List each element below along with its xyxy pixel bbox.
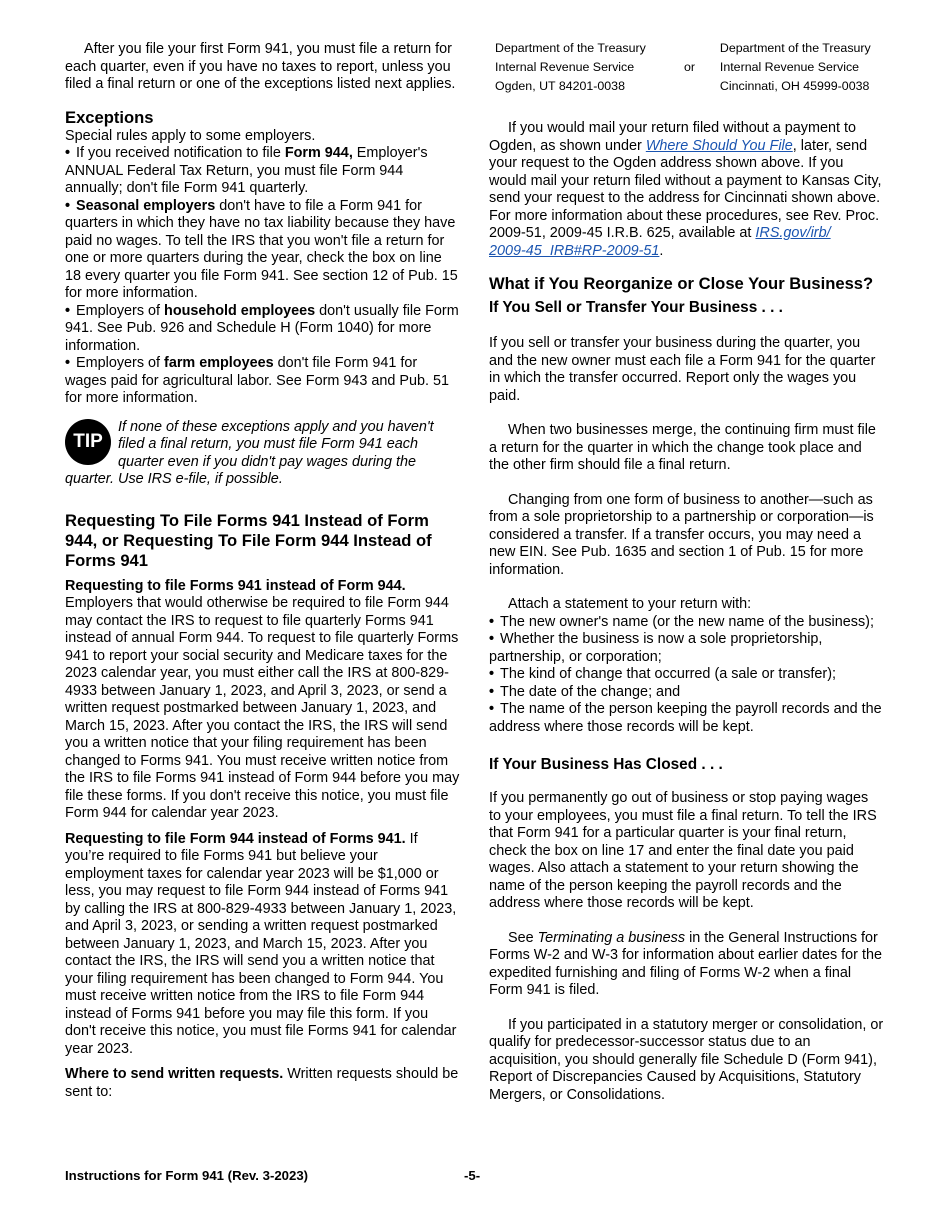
closed-paragraph-2: See Terminating a business in the General Instructions for Forms W-2 and W-3 for information about earlier dates for the expedited furnishing and filing of Forms W-2 when a final Form 941 is filed.: [489, 929, 882, 998]
address-table: [489, 39, 884, 96]
request-944-paragraph: Requesting to file Form 944 instead of Forms 941. If you’re required to file Forms 941 but believe your employment taxes for calendar year 2023 will be $1,000 or less, you may request to file Form 944 instead of Forms 941 by calling the IRS at 800-829-4933 between January 1, 2023, and April 3, 2023, or sending a written request postmarked between January 1, 2023, and March 15, 2023. After you contact the IRS, the IRS will send you a written notice that your filing requirement has been changed to Form 944. You must receive written notice from the IRS to file Form 944 instead of Forms 941 before you may file this form. If you don't receive this notice, you must file Forms 941 for calendar year 2023.: [65, 830, 457, 1057]
tip-box: [65, 419, 460, 489]
sell-paragraph-3: Changing from one form of business to another—such as from a sole proprietorship to a partnership or corporation—is considered a transfer. If a transfer occurs, you may need a new EIN. See Pub. 1635 and section 1 of Pub. 15 for more information.: [489, 491, 874, 578]
sell-paragraph-1: If you sell or transfer your business during the quarter, you and the new owner must each file a Form 941 for the quarter in which the transfer occurred. Report only the wages you paid.: [489, 335, 876, 404]
left-column: [65, 41, 460, 1101]
footer-form-title: Instructions for Form 941 (Rev. 3-2023): [65, 1168, 309, 1183]
address-or: or: [683, 60, 696, 74]
mail-paragraph: If you would mail your return filed without a payment to Ogden, as shown under Where Should You File, later, send your request to the Ogden address shown above. If you would mail your return filed without a payment to Kansas City, send your request to the address for Cincinnati shown above. For more information about these procedures, see Rev. Proc. 2009-51, 2009-45 I.R.B. 625, available at IRS.gov/irb/ 2009-45_IRB#RP-2009-51.: [489, 120, 882, 259]
requesting-heading: Requesting To File Forms 941 Instead of Form 944, or Requesting To File Form 944 Instead of Forms 941: [65, 510, 432, 570]
tip-text: If none of these exceptions apply and you haven't filed a final return, you must file Form 941 each quarter even if you didn't pay wages during the quarter. Use IRS e-file, if possible.: [65, 418, 434, 487]
tip-icon: TIP: [65, 419, 111, 465]
where-should-you-file-link[interactable]: Where Should You File: [645, 137, 793, 154]
footer-page-number: -5-: [464, 1168, 481, 1183]
exception-item-farm: • Employers of farm employees don't file Form 941 for wages paid for agricultural labor. See Form 943 and Pub. 51 for more information.: [65, 355, 460, 408]
exceptions-heading: Exceptions: [65, 107, 154, 127]
business-closed-heading: If Your Business Has Closed . . .: [489, 756, 723, 773]
reorganize-heading: What if You Reorganize or Close Your Business?: [489, 274, 874, 293]
exception-item-form944: • If you received notification to file Form 944, Employer's ANNUAL Federal Tax Return, you must file Form 944 annually; don't file Form 941 quarterly.: [65, 145, 460, 198]
exceptions-intro: Special rules apply to some employers.: [65, 127, 316, 144]
right-column: [489, 41, 884, 1104]
irs-irb-link[interactable]: IRS.gov/irb/ 2009-45_IRB#RP-2009-51: [489, 225, 831, 259]
address-ogden: Department of the Treasury Internal Revenue Service Ogden, UT 84201-0038: [495, 41, 646, 93]
closed-paragraph-3: If you participated in a statutory merger or consolidation, or qualify for predecessor-successor status due to an acquisition, you should generally file Schedule D (Form 941), Report of Discrepancies Caused by Acquisitions, Statutory Mergers, or Consolidations.: [489, 1016, 884, 1103]
exception-item-seasonal: • Seasonal employers don't have to file a Form 941 for quarters in which they have no tax liability because they have paid no wages. To tell the IRS that you won't file a return for one or more quarters during the year, check the box on line 18 every quarter you file Form 941. See section 12 of Pub. 15 for more information.: [65, 198, 460, 303]
attach-item: • The name of the person keeping the payroll records and the address where those records will be kept.: [489, 701, 884, 736]
where-to-send-paragraph: Where to send written requests. Written requests should be sent to:: [65, 1066, 459, 1100]
closed-paragraph-1: If you permanently go out of business or stop paying wages to your employees, you must file a final return. To tell the IRS that Form 941 for a particular quarter is your final return, check the box on line 17 and enter the final date you paid wages. Also attach a statement to your return showing the name of the person keeping the payroll records and the address where those records will be kept.: [489, 790, 877, 911]
request-941-paragraph: Requesting to file Forms 941 instead of Form 944. Employers that would otherwise be required to file Form 944 may contact the IRS to request to file quarterly Forms 941 instead of annual Form 944. To request to file quarterly Forms 941 to report your social security and Medicare taxes for the 2023 calendar year, you must either call the IRS at 800-829-4933 between January 1, 2023, and April 3, 2023, or send a written request postmarked between January 1, 2023, and March 15, 2023. After you contact the IRS, the IRS will send you a written notice that your filing requirement has been changed to Forms 941. You must receive written notice from the IRS to file Forms 941 instead of Form 944 before you may file these forms. If you don't receive this notice, you must file Form 944 for calendar year 2023.: [65, 577, 460, 821]
attach-item: • The date of the change; and: [489, 684, 884, 702]
attach-item: • The kind of change that occurred (a sale or transfer);: [489, 666, 884, 684]
sell-paragraph-2: When two businesses merge, the continuing firm must file a return for the quarter in which the change took place and the other firm should file a final return.: [489, 422, 876, 473]
address-cincinnati: Department of the Treasury Internal Revenue Service Cincinnati, OH 45999-0038: [719, 41, 871, 93]
intro-paragraph: After you file your first Form 941, you must file a return for each quarter, even if you have no taxes to report, unless you filed a final return or one of the exceptions listed next applies.: [65, 41, 456, 92]
attach-item: • Whether the business is now a sole proprietorship, partnership, or corporation;: [489, 631, 884, 666]
attach-item: • The new owner's name (or the new name of the business);: [489, 614, 884, 632]
sell-transfer-heading: If You Sell or Transfer Your Business . . .: [489, 299, 783, 316]
exception-item-household: • Employers of household employees don't usually file Form 941. See Pub. 926 and Schedule H (Form 1040) for more information.: [65, 303, 460, 356]
attach-intro: Attach a statement to your return with:: [508, 596, 752, 612]
